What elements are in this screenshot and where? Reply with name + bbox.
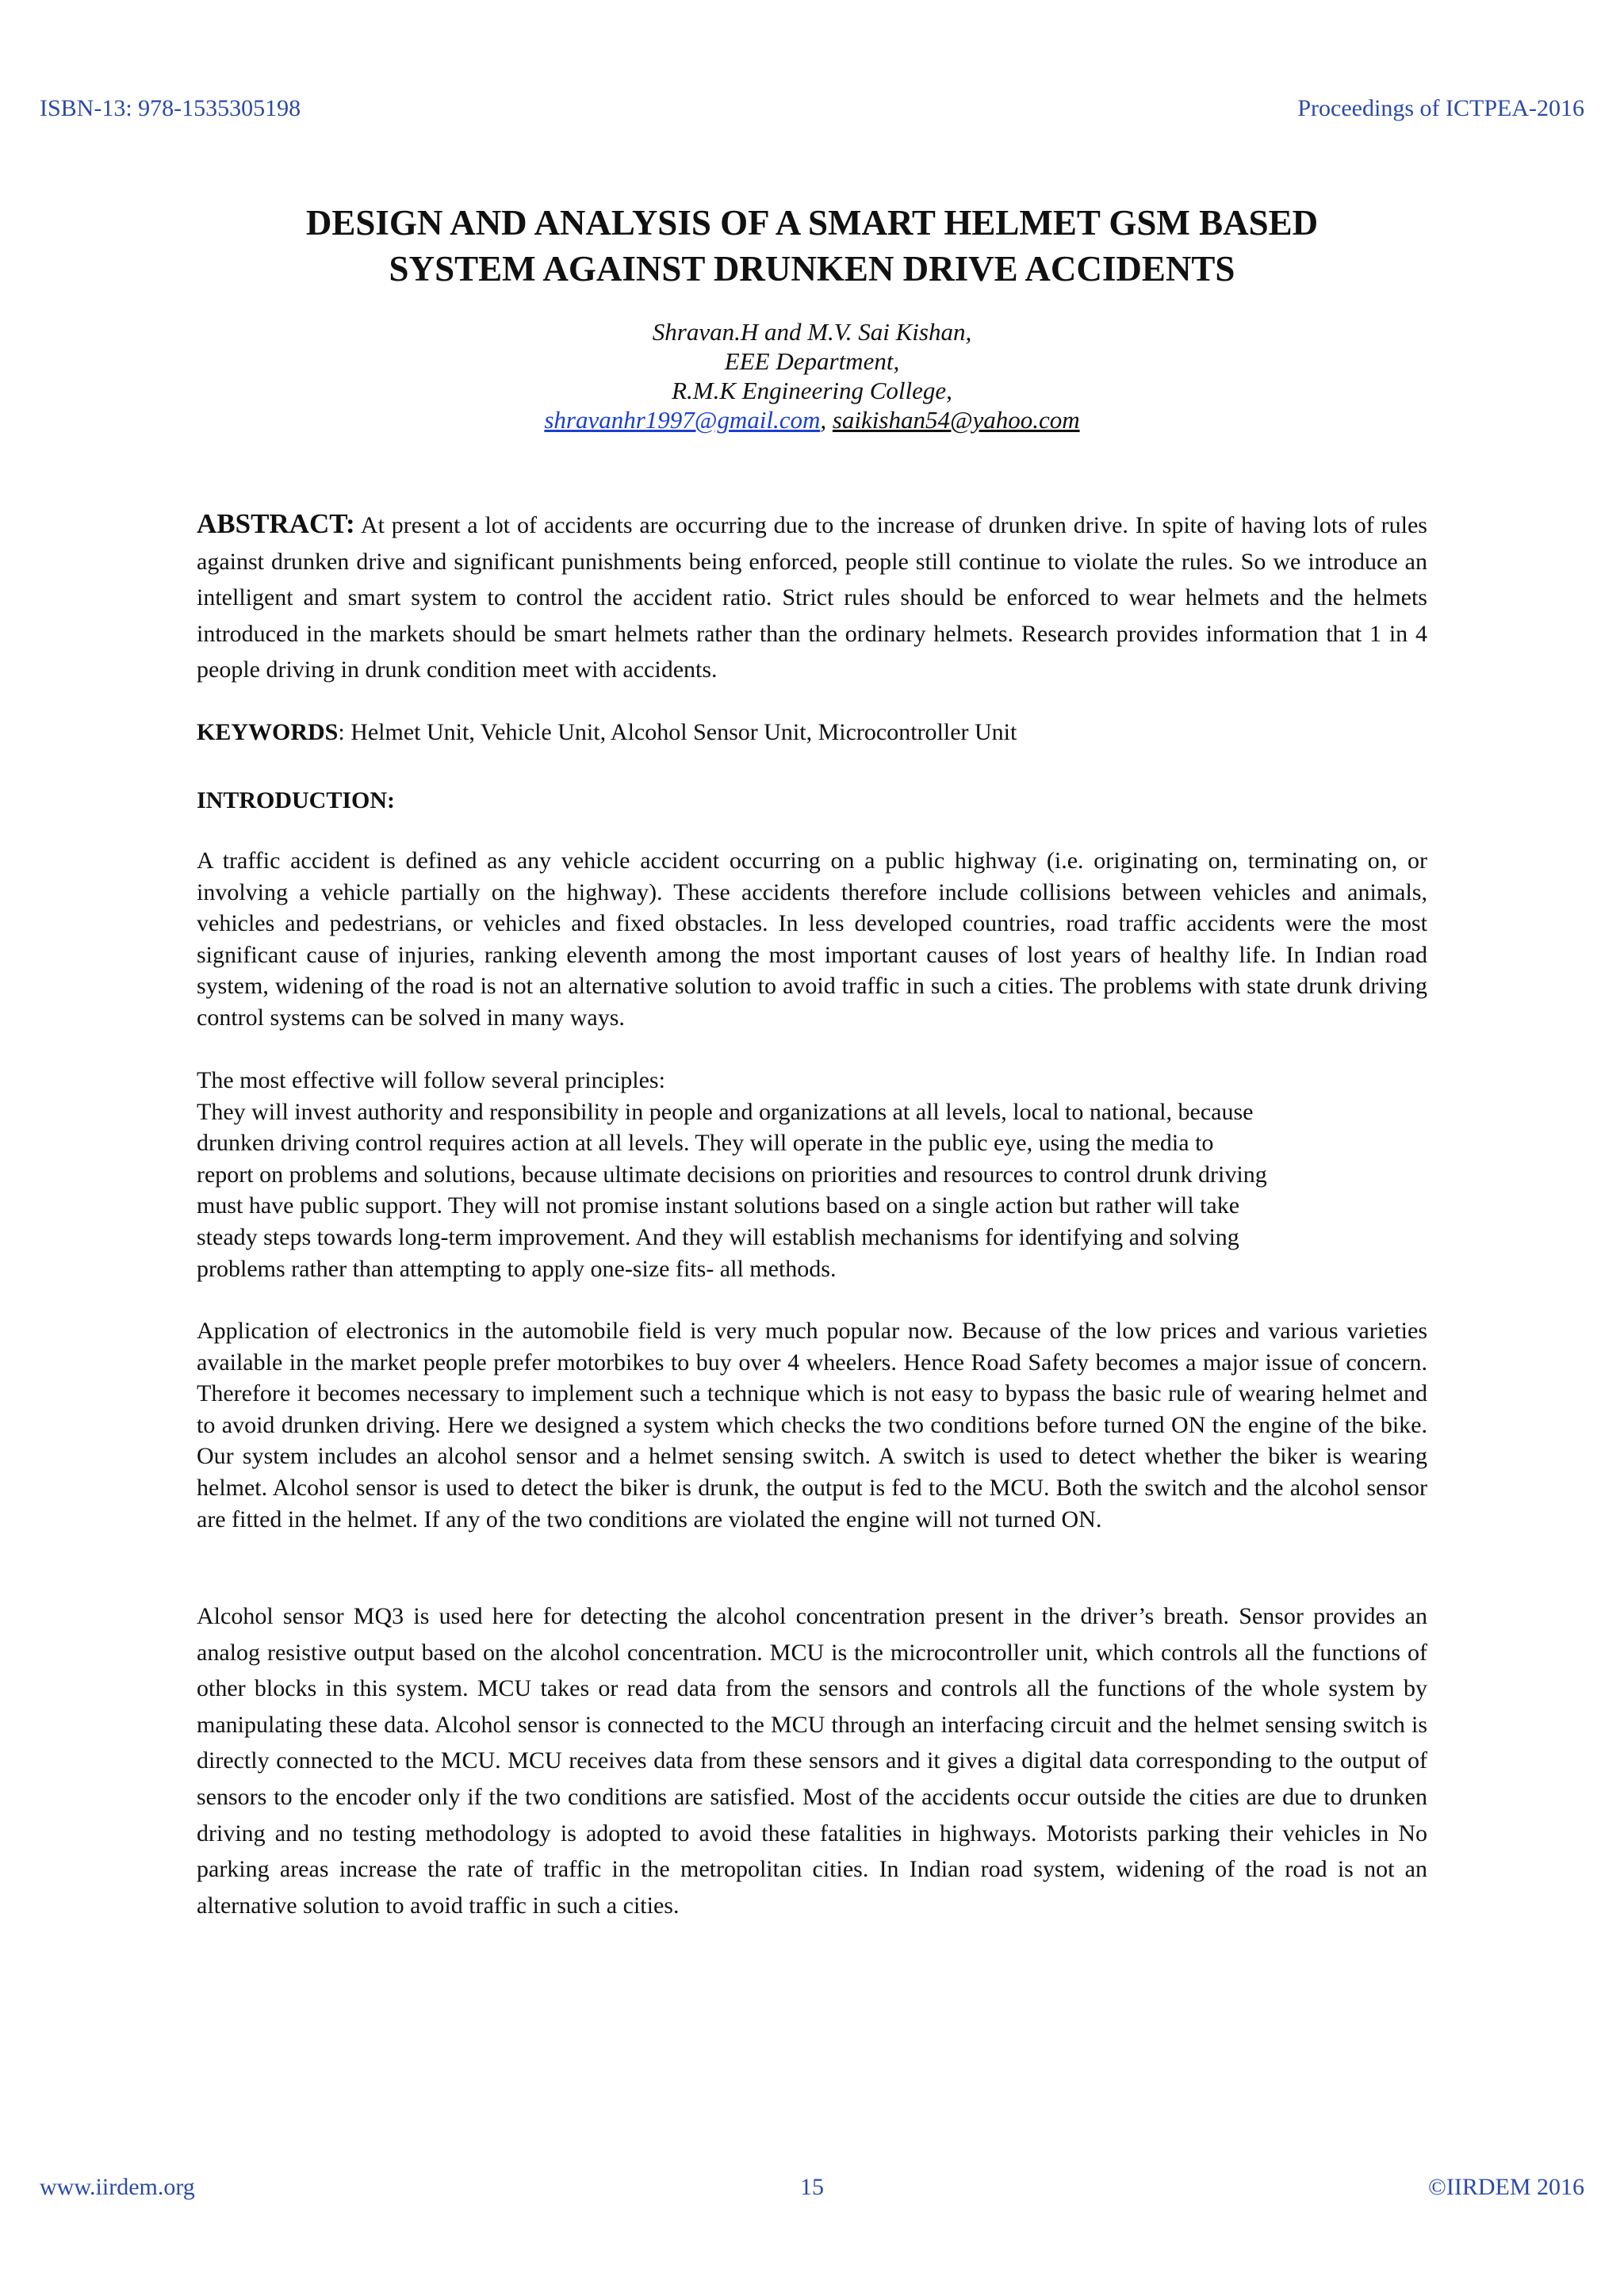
footer-website[interactable]: www.iirdem.org (40, 2174, 195, 2200)
author-names: Shravan.H and M.V. Sai Kishan, (652, 318, 972, 346)
footer-page-number: 15 (800, 2174, 824, 2200)
introduction-heading: INTRODUCTION: (197, 787, 396, 813)
abstract-section (197, 506, 1427, 688)
author-emails (0, 405, 1624, 434)
author-block (0, 317, 1624, 434)
header-proceedings: Proceedings of ICTPEA-2016 (1297, 95, 1584, 121)
email-separator: , (820, 406, 833, 434)
keywords-text: : Helmet Unit, Vehicle Unit, Alcohol Sensor Unit, Microcontroller Unit (338, 719, 1017, 745)
keywords-heading: KEYWORDS (197, 719, 339, 745)
header-isbn: ISBN-13: 978-1535305198 (40, 95, 301, 121)
intro-paragraph-3: Application of electronics in the automobile field is very much popular now. Because of the low prices and various varieties available in the market people prefer motorbikes to buy over 4 wheelers. Hence Road Safety becomes a major issue of concern. Therefore it becomes necessary to implement such a technique which is not easy to bypass the basic rule of wearing helmet and to avoid drunken driving. Here we designed a system which checks the two conditions before turned ON the engine of the bike. Our system includes an alcohol sensor and a helmet sensing switch. A switch is used to detect whether the biker is wearing helmet. Alcohol sensor is used to detect the biker is drunk, the output is fed to the MCU. Both the switch and the alcohol sensor are fitted in the helmet. If any of the two conditions are violated the engine will not turned ON. (197, 1318, 1427, 1533)
footer-copyright: ©IIRDEM 2016 (1428, 2174, 1584, 2200)
intro-paragraph-2-line: report on problems and solutions, because ultimate decisions on priorities and resources to control drunk driving (197, 1161, 1267, 1188)
keywords-section (197, 717, 1427, 748)
email-link-1[interactable]: shravanhr1997@gmail.com (544, 406, 821, 434)
intro-paragraph-2-line: drunken driving control requires action at all levels. They will operate in the public eye, using the media to (197, 1130, 1214, 1157)
title-line-1: DESIGN AND ANALYSIS OF A SMART HELMET GSM BASED (305, 203, 1319, 243)
intro-paragraph-1: A traffic accident is defined as any vehicle accident occurring on a public highway (i.e. originating on, terminating on, or involving a vehicle partially on the highway). These accidents therefore include collisions between vehicles and animals, vehicles and pedestrians, or vehicles and fixed obstacles. In less developed countries, road traffic accidents were the most significant cause of injuries, ranking eleventh among the most important causes of lost years of healthy life. In Indian road system, widening of the road is not an alternative solution to avoid traffic in such a cities. The problems with state drunk driving control systems can be solved in many ways. (197, 848, 1427, 1031)
author-college: R.M.K Engineering College, (672, 377, 952, 404)
intro-paragraph-2-line: steady steps towards long-term improvement. And they will establish mechanisms for identifying and solving (197, 1223, 1239, 1250)
email-link-2[interactable]: saikishan54@yahoo.com (832, 406, 1080, 434)
intro-paragraph-2 (197, 1065, 1427, 1284)
intro-paragraph-2-line: problems rather than attempting to apply one-size fits- all methods. (197, 1255, 837, 1282)
title-line-2: SYSTEM AGAINST DRUNKEN DRIVE ACCIDENTS (389, 249, 1235, 289)
intro-paragraph-2-line: They will invest authority and responsibility in people and organizations at all levels, local to national, because (197, 1098, 1254, 1125)
abstract-heading: ABSTRACT: (197, 508, 355, 539)
paper-title (198, 200, 1426, 292)
abstract-text: At present a lot of accidents are occurring due to the increase of drunken drive. In spite of having lots of rules against drunken drive and significant punishments being enforced, people still continue to violate the rules. So we introduce an intelligent and smart system to control the accident ratio. Strict rules should be enforced to wear helmets and the helmets introduced in the markets should be smart helmets rather than the ordinary helmets. Research provides information that 1 in 4 people driving in drunk condition meet with accidents. (197, 512, 1427, 683)
author-department: EEE Department, (724, 347, 900, 375)
intro-paragraph-2-line: must have public support. They will not promise instant solutions based on a single action but rather will take (197, 1192, 1240, 1219)
intro-paragraph-2-line: The most effective will follow several principles: (197, 1067, 665, 1093)
intro-paragraph-4: Alcohol sensor MQ3 is used here for detecting the alcohol concentration present in the driver’s breath. Sensor provides an analog resistive output based on the alcohol concentration. MCU is the microcontroller unit, which controls all the functions of other blocks in this system. MCU takes or read data from the sensors and controls all the functions of the whole system by manipulating these data. Alcohol sensor is connected to the MCU through an interfacing circuit and the helmet sensing switch is directly connected to the MCU. MCU receives data from these sensors and it gives a digital data corresponding to the output of sensors to the encoder only if the two conditions are satisfied. Most of the accidents occur outside the cities are due to drunken driving and no testing methodology is adopted to avoid these fatalities in highways. Motorists parking their vehicles in No parking areas increase the rate of traffic in the metropolitan cities. In Indian road system, widening of the road is not an alternative solution to avoid traffic in such a cities. (197, 1603, 1427, 1919)
